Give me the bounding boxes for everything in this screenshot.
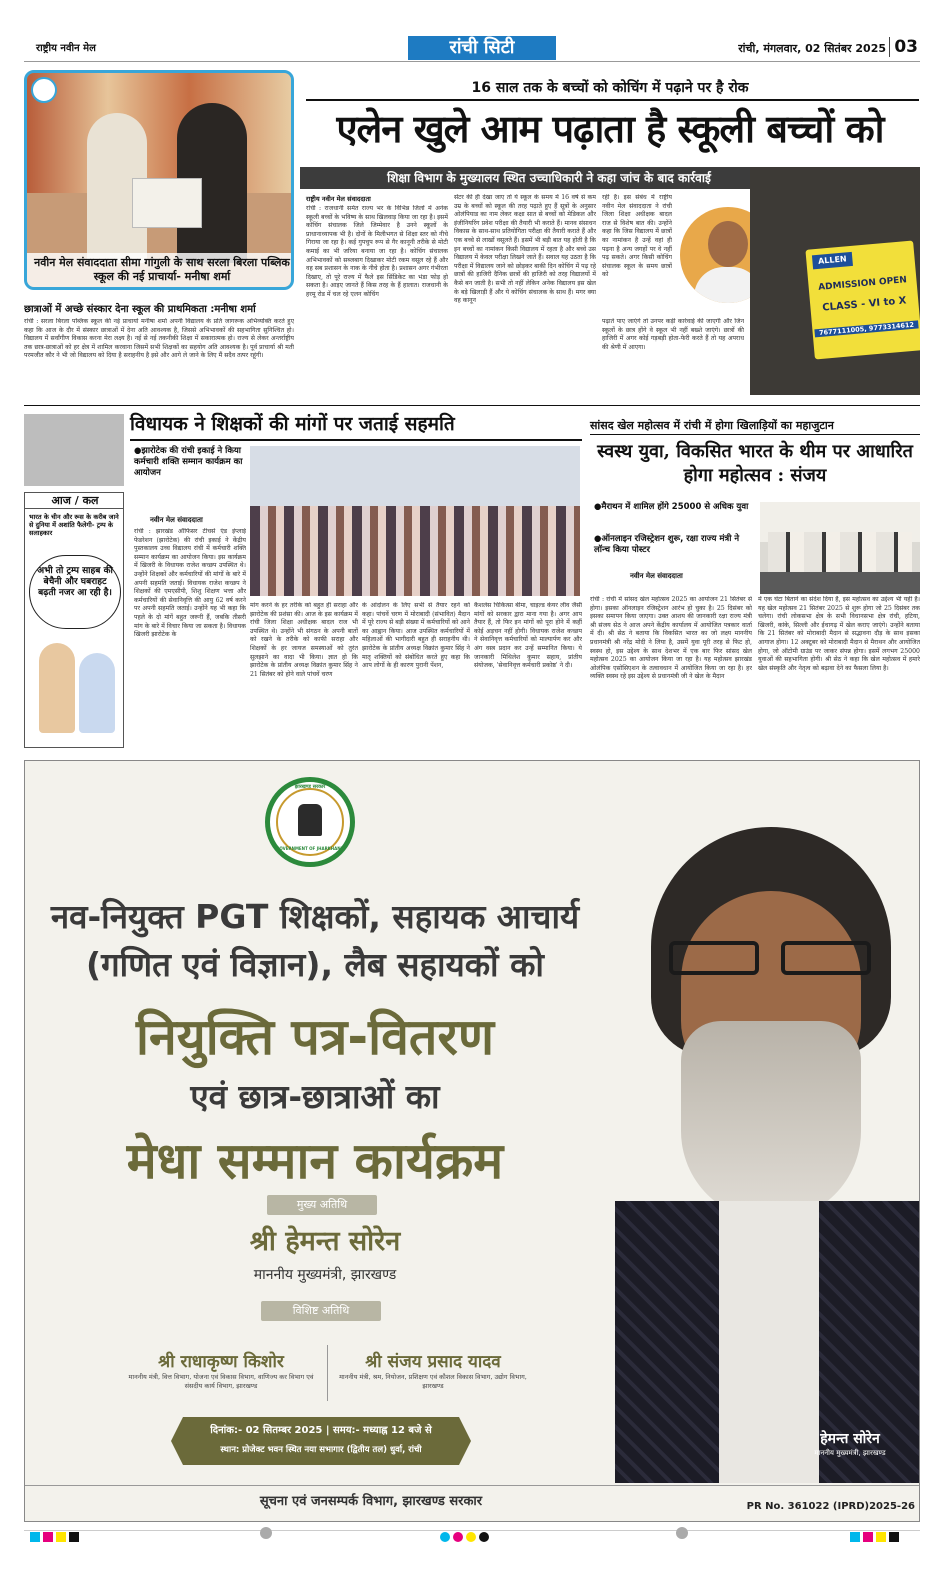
emblem-ring-text: GOVERNMENT OF JHARKHAND <box>276 846 344 851</box>
chief-guest-name: श्री हेमन्त सोरेन <box>249 1226 401 1257</box>
swatch-yellow <box>56 1532 66 1542</box>
ad-line-2: (गणित एवं विज्ञान), लैब सहायकों को <box>86 945 544 984</box>
ad-line-1: नव-नियुक्त PGT शिक्षकों, सहायक आचार्य <box>50 897 580 936</box>
cartoon-speech-bubble: अभी तो ट्रम्प साहब की बेचैनी और घबराहट बढ़ती नजर आ रही है। <box>29 555 121 629</box>
mla-col-1: रांची : झारखंड ऑफिसर टीचर्स एंड इंप्लाई फेडरेशन (झारोटेक) की रांची इकाई ने केंद्रीय पुस्तकालय उच्च विद्यालय रांची में कर्मचारी शक्ति सम्मान कार्यक्रम का आयोजन किया। इस कार्यक्रम में खिजरी के विधायक राजेश कच्छप उपस्थित थे। उन्होंने शिक्षकों और कर्मचारियों की मांगों के बारे में अपनी सहमति जताई। विधायक राजेश कच्छप ने शिक्षकों की एमएसीपी, शिशु शिक्षण भत्ता और कर्मचारियों की सेवानिवृत्ति की आयु 62 वर्ष करने पर अपनी सहमति जताई। उन्होंने यह भी कहा कि पहले के दो मांगें बहुत जरूरी हैं, जबकि तीसरी मांग के बारे में विचार किया जा सकता है। विधायक खिजरी झारोटेक के <box>134 528 246 639</box>
cartoon-figure-left <box>39 643 75 733</box>
ad-line-4: एवं छात्र-छात्राओं का <box>190 1077 440 1116</box>
color-swatch-right <box>850 1527 902 1546</box>
mla-headline: विधायक ने शिक्षकों की मांगों पर जताई सहमति <box>130 413 455 435</box>
guest-2-name: श्री संजय प्रसाद यादव <box>365 1352 501 1372</box>
cartoon-figure-right <box>79 653 115 733</box>
lead-col-1: रांची : राजधानी समेत राज्य भर के विभिन्न जिलों में अनेक स्कूली बच्चों के भविष्य के साथ खिलवाड़ किया जा रहा है। इसमें कोचिंग संचालक जिले जिम्मेवार है उनने स्कूलों के प्राधानाध्यापक भी है। दोनों के मिलीभगत से शिक्षा स्तर को नीचे गिराया जा रहा है। कई गुपचुप रूप से गैर कानूनी तरीके से मोटी कमाई का भी जरिया बनाया जा रहा है। कोचिंग संचालक अभिभावकों को सब्जबाग दिखाकर मोटी रकम वसूल रहे हैं और वह सब प्रशासन के नाक के नीचे होता है। प्रशासन अगर गंभीरता दिखाए, तो पूरे राज्य में फैले इस सिंडिकेट का भंडा फोड़ हो सकता है। आइए जानते हैं किस तरह के हैं हालात। राजधानी के हरमू रोड में चल रहे एलन कोचिंग <box>306 205 448 298</box>
banner-phone: 7677111005, 9773314612 <box>814 320 918 337</box>
lion-capital-icon <box>298 804 322 836</box>
sports-rule <box>590 434 920 435</box>
lead-col-3a: रही है। इस संबंध में राष्ट्रीय नवीन मेल संवाददाता ने रांची जिला शिक्षा अधीक्षक बादल राज से विशेष बात की। उन्होंने कहा कि जिस विद्यालय में छात्रों का नामांकन है उन्हें वहां ही पढ़ना है अन्य जगहों पर वे नहीं पढ़ सकते। अगर किसी कोचिंग संचालक स्कूल के समय छात्रों को <box>602 194 672 279</box>
swatch-black <box>69 1532 79 1542</box>
dateline: रांची, मंगलवार, 02 सितंबर 2025 <box>738 42 886 55</box>
portrait-face <box>708 221 748 267</box>
kicker-rule <box>306 99 919 101</box>
banner-line-1: ADMISSION OPEN <box>817 275 908 293</box>
ad-line-5: मेधा सम्मान कार्यक्रम <box>126 1132 504 1190</box>
mla-col-2: मांग करने के हर तरीके को बहुत ही सराहा और झारोटेक की प्रशंसा की। आज के इस कार्यक्रम में रांची जिला शिक्षा अधीक्षक बादल राज भी उपस्थित थे। उन्होंने भी संगठन के अपनी बातों को रखने के तरीके को काफी सराहा और शिक्षकों के हर जायज समस्याओं को तुरंत सुलझाने का वादा भी किया। ज्ञात हो कि झारोटेक के प्रांतीय अध्यक्ष विक्रांत कुमार सिंह ने 21 सितंबर को होने वाले पांचवें चरण <box>250 602 358 678</box>
emblem-ring-top: झारखण्ड सरकार <box>294 784 326 790</box>
registration-bar <box>24 1530 920 1540</box>
swatch-cyan-r <box>850 1532 860 1542</box>
sports-col-1: रांची : रांची में सांसद खेल महोत्सव 2025 का आयोजन 21 सितंबर से होगा। इसका ऑनलाइन रजिस्ट्रेशन आरंभ हो चुका है। 25 दिसंबर को इसका समापन किया जाएगा। उक्त आशय की जानकारी रक्षा राज्य मंत्री श्री संजय सेठ ने आज अपने केंद्रीय कार्यालय में आयोजित पत्रकार वार्ता में दी। श्री सेठ ने बताया कि विकसित भारत का जो लक्ष्य माननीय प्रधानमंत्री श्री नरेंद्र मोदी ने लिया है, उसमें युवा पूरी तरह से फिट हो, स्वस्थ हो, इस उद्देश्य के साथ देशभर में एक बार फिर सांसद खेल महोत्सव 2025 का आयोजन किया जा रहा है। यह महोत्सव झारखंड ओलंपिक एसोसिएशन के तत्वावधान में आयोजित किया जा रहा है। हर व्यक्ति स्वस्थ रहे इस उद्देश्य से प्रधानमंत्री जी ने खेल के मैदान <box>590 596 752 681</box>
photo-caption: नवीन मेल संवाददाता सीमा गांगुली के साथ सरला बिरला पब्लिक स्कूल की नई प्राचार्या- मनीषा शर्मा <box>27 253 294 287</box>
portrait-title: माननीय मुख्यमंत्री, झारखण्ड <box>814 1449 886 1457</box>
sports-headline: स्वस्थ युवा, विकसित भारत के थीम पर आधारित होगा महोत्सव : संजय <box>597 441 913 486</box>
photo-story-body: रांची : सरला बिरला पब्लिक स्कूल की नई प्राचार्या मनीषा शर्मा अपनी विद्यालय के प्रति जागरूक अभिव्यक्ति करते हुए कहा कि आज के दौर में संस्कार छात्राओं में देना अति आवश्यक है, जिससे अभिभावकों की सहभागिता सुनिश्चित हो। विद्यालय में सर्वांगीण विकास करना मेरा लक्ष्य है। नई से नई तकनीकी शिक्षा में सकारात्मक हो। राज्य से लेकर अन्तर्राष्ट्रीय तक छात्र-छात्राओं को हर क्षेत्र में शामिल करवाना जिसमें सभी शिक्षकों का सहयोग अति आवश्यक है। पूर्व प्राचार्या श्री मती परमजीत कौर ने भी जो विद्यालय को दिया है सराहनीय है इसे और आगे ले जाने के लिए मैं सदैव तत्पर रहूंगी। <box>24 318 294 360</box>
cartoon-box <box>24 492 124 748</box>
photo-crowd <box>250 506 580 596</box>
glasses-left-lens <box>669 941 759 975</box>
photo-backdrop <box>250 446 580 506</box>
chief-minister-portrait <box>615 801 920 1483</box>
color-dots-center <box>440 1527 492 1546</box>
mla-col-4: कैशलेस चिकित्सा बीमा, चाइल्ड केयर लीव जैसी मांगों को सरकार द्वारा माना गया है। अगर आप तैयार हैं, तो फिर इन मांगों को पूरा होने में कहीं कोई अड़चन नहीं होगी। विधायक राजेश कच्छप ने सेवानिवृत्त कर्मचारियों को माल्यार्पण कर और अंग वस्त्र प्रदान कर उन्हें सम्मानित किया। ये जानकारी मिथिलेश कुमार सहाय, प्रांतीय संयोजक, 'सेवानिवृत्त कर्मचारी प्रकोष्ठ' ने दी। <box>474 602 582 670</box>
photo-story-headline: छात्राओं में अच्छे संस्कार देना स्कूल की प्राथमिकता :मनीषा शर्मा <box>24 304 256 315</box>
special-guest-label: विशिष्ट अतिथि <box>261 1301 381 1321</box>
mural-backdrop <box>27 73 294 193</box>
ad-venue-line: स्थान: प्रोजेक्ट भवन स्थित नया सभागार (द्वितीय तल) धुर्वा, रांची <box>220 1445 422 1455</box>
lead-col-3b: पढ़ाते पाए जाएंगे तो उनपर कड़ी कार्रवाई की जाएगी और जिन स्कूलों के छात्र होंगे वे स्कूल भी नहीं बख्शे जाएंगे। छात्रों की हाजिरी में अगर कोई गड़बड़ी होता-फेरी करते हैं तो यह अपराध की श्रेणी में आएगा। <box>602 318 744 351</box>
pr-number: PR No. 361022 (IPRD)2025-26 <box>746 1501 915 1512</box>
page-header <box>24 36 920 62</box>
camera-icon <box>31 77 57 103</box>
chief-guest-label: मुख्य अतिथि <box>267 1195 377 1215</box>
color-swatch-left <box>30 1527 82 1546</box>
dot-yellow <box>466 1532 476 1542</box>
swatch-magenta <box>43 1532 53 1542</box>
cartoon-label: आज / कल <box>25 493 124 509</box>
ad-footer-rule <box>25 1485 920 1486</box>
ad-footer: सूचना एवं जनसम्पर्क विभाग, झारखण्ड सरकार <box>259 1494 483 1509</box>
page-number: 03 <box>889 37 918 57</box>
guest-divider <box>327 1345 328 1401</box>
glasses-icon <box>669 941 873 975</box>
mla-group-photo <box>250 446 580 596</box>
dot-cyan <box>440 1532 450 1542</box>
jharkhand-emblem-icon <box>265 777 355 867</box>
chief-guest-title: माननीय मुख्यमंत्री, झारखण्ड <box>253 1267 397 1283</box>
swatch-yellow-r <box>876 1532 886 1542</box>
lead-subhead: शिक्षा विभाग के मुख्यालय स्थित उच्चाधिकारी ने कहा जांच के बाद कार्रवाई <box>300 167 798 189</box>
lead-kicker: 16 साल तक के बच्चों को कोचिंग में पढ़ाने पर है रोक <box>471 80 749 96</box>
govt-advertisement <box>24 760 920 1522</box>
banner-line-2: CLASS - VI to X <box>821 295 907 314</box>
swatch-magenta-r <box>863 1532 873 1542</box>
brand-name: राष्ट्रीय नवीन मेल <box>36 43 96 54</box>
ad-date-line: दिनांक:- 02 सितम्बर 2025 | समय:- मध्याह्न 12 बजे से <box>210 1425 432 1436</box>
guest-2-title: माननीय मंत्री, श्रम, नियोजन, प्रशिक्षण एवं कौशल विकास विभाग, उद्योग विभाग, झारखण्ड <box>339 1373 527 1390</box>
allen-logo: ALLEN <box>812 252 853 269</box>
lead-headline: एलेन खुले आम पढ़ाता है स्कूली बच्चों को <box>336 106 884 151</box>
admission-banner <box>805 241 920 360</box>
portrait-beard <box>681 1021 861 1221</box>
sports-bullet-2: ● ऑनलाइन रजिस्ट्रेशन शुरू, रक्षा राज्य मंत्री ने लॉन्च किया पोस्टर <box>594 534 754 556</box>
mla-bullet-1: ● झारोटेक की रांची इकाई ने किया कर्मचारी शक्ति सम्मान कार्यक्रम का आयोजन <box>134 446 246 479</box>
glasses-right-lens <box>781 941 871 975</box>
dot-black <box>479 1532 489 1542</box>
lead-byline: राष्ट्रीय नवीन मेल संवाददाता <box>306 195 371 203</box>
sports-kicker: सांसद खेल महोत्सव में रांची में होगा खिलाड़ियों का महाजुटान <box>590 419 834 432</box>
mla-byline: नवीन मेल संवाददाता <box>150 516 203 524</box>
registration-mark-1 <box>260 1527 272 1539</box>
sports-press-photo <box>760 502 920 594</box>
swatch-black-r <box>889 1532 899 1542</box>
section-rule-1 <box>24 405 920 406</box>
sports-byline: नवीन मेल संवाददाता <box>630 572 683 580</box>
mla-rule <box>130 439 582 441</box>
press-table <box>760 572 920 594</box>
sports-bullet-1: ● मैराथन में शामिल होंगे 25000 से अधिक युवा <box>594 502 754 513</box>
coaching-banner-photo <box>750 167 920 395</box>
guest-1-name: श्री राधाकृष्ण किशोर <box>158 1352 284 1372</box>
ad-line-3: नियुक्ति पत्र-वितरण <box>136 1008 494 1066</box>
press-people <box>768 532 912 572</box>
photo-story-image <box>24 70 294 290</box>
registration-mark-2 <box>676 1527 688 1539</box>
sports-col-2: में एक घंटा बिताने का संदेश दिया है, इस महोत्सव का उद्देश्य भी यही है। यह खेल महोत्सव 21 सितंबर 2025 से शुरू होगा जो 25 दिसंबर तक चलेगा। रांची लोकसभा क्षेत्र के सभी विधानसभा क्षेत्र रांची, हटिया, खिजरी, कांके, सिल्ली और ईचागढ़ में खेल कराए जाएंगे। उन्होंने बताया कि 21 सितंबर को मोराबादी मैदान से सद्भावना दौड़ के साथ इसका आगाज होगा। 12 अक्टूबर को मोराबादी मैदान से मैराथन और आयोजित होगा, जो ऑटोमी ग्राउंड पर जाकर संपन्न होगा। इसमें लगभग 25000 युवाओं की सहभागिता होगी। श्री सेठ ने कहा कि खेल महोत्सव में हमारे खेल संस्कृति और नेतृत्व को बढ़ावा देने का फैसला लिया है। <box>758 596 920 672</box>
edition-tag: रांची सिटी <box>408 36 556 60</box>
mla-col-3: के आंदोलन के लिए सभी से तैयार रहने को कहा। पांचवें चरण में मोराबादी (संभावित) मैदान में पूरे राज्य से बड़ी संख्या में कर्मचारियों को आने का आह्वान किया। आज उपस्थित कर्मचारियों में महिलाओं की भागीदारी बहुत ही सराहनीय थी। झारोटेक के प्रांतीय अध्यक्ष विक्रांत कुमार सिंह ने मातृ शक्तियों को संबोधित करते हुए कहा कि आप लोगों के ही कारण पुरानी पेंशन, <box>362 602 470 670</box>
portrait-name: हेमन्त सोरेन <box>820 1431 880 1447</box>
newspaper-held <box>132 178 202 228</box>
guest-1-title: माननीय मंत्री, वित्त विभाग, योजना एवं विकास विभाग, वाणिज्य कर विभाग एवं संसदीय कार्य विभाग, झारखण्ड <box>128 1373 314 1390</box>
gray-strip <box>24 414 124 486</box>
cartoon-top-text: भारत के चीन और रूस के करीब जाने से दुनिया में अशांति फैलेगी- ट्रम्प के सलाहकार <box>29 513 119 537</box>
swatch-cyan <box>30 1532 40 1542</box>
lead-col-2: सेंटर की ही देखा जाए तो ये स्कूल के समय में 16 वर्ष से कम उम्र के बच्चों को स्कूल की तरह पढ़ाते हुए हैं सूत्रों के अनुसार ओलंपियाड का नाम लेकर कक्षा सात से बच्चों को मेडिकल और इंजीनियरिंग प्रवेश परीक्षा की तैयारी भी कराते हैं। मानव संसाधन विकास के साथ-साथ प्रतियोगिता परीक्षा की तैयारी कराते हैं और एक बच्चे से लाखों वसूलते हैं। इसमें भी बड़ी बात यह होती है कि इन बच्चों का नामांकन किसी विद्यालय में रहता है और बच्चे उस विद्यालय में केवल परीक्षा लिखने जाते हैं। सवाल यह उठता है कि परीक्षा में विद्यालय जाने को छोड़कर बाकी दिन कोचिंग में पढ़ रहे छात्रों की हाजिरी दैनिक छात्रों की हाजिरी को तरह विद्यालयों में कैसे बन जाती है। सभी तो नहीं लेकिन अनेक विद्यालय इस खेल के बड़े खिलाड़ी हैं और ये कोचिंग संचालक के साथ हैं। मगर क्या वह कानून <box>454 194 596 305</box>
dot-magenta <box>453 1532 463 1542</box>
